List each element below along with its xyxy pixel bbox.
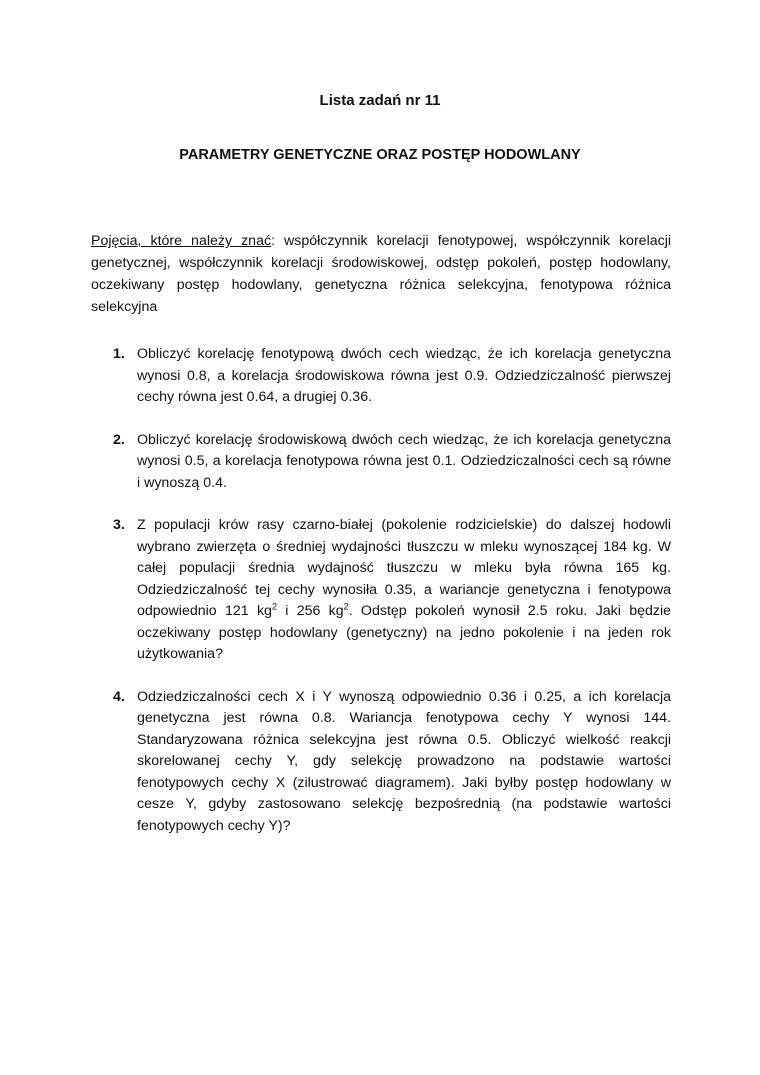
task-list [91,344,671,858]
concepts-label: Pojęcia, które należy znać [91,233,272,250]
task-item-2 [91,430,671,495]
task-text-part-c: . Odstęp pokoleń wynosił 2.5 roku. Jaki będzie oczekiwany postęp hodowlany (genetyczny) na jedno pokolenie i na jeden rok użytkowania? [137,603,671,662]
concepts-separator: : [271,233,276,250]
task-item-1 [91,344,671,409]
task-text: Obliczyć korelację fenotypową dwóch cech wiedząc, że ich korelacja genetyczna wynosi 0.8, a korelacja środowiskowa równa jest 0.9. Odziedziczalność pierwszej cechy równa jest 0.64, a drugiej 0.36. [137,346,671,405]
task-number: 3. [113,517,125,533]
page-title: Lista zadań nr 11 [319,92,441,109]
concepts-paragraph [91,230,671,318]
task-item-3 [91,515,671,666]
task-item-4 [91,687,671,838]
task-number: 4. [113,688,125,705]
task-text-part-a: Z populacji krów rasy czarno-białej (pokolenie rodzicielskie) do dalszej hodowli wybrano zwierzęta o średniej wydajności tłuszczu w mleku wynoszącej 184 kg. W całej populacji średnia wydajność tłuszczu w mleku była równa 165 kg. Odziedziczalność tej cechy wynosiła 0.35, a wariancje genetyczna i fenotypowa odpowiednio 121 kg [137,517,671,619]
concepts-text: współczynnik korelacji fenotypowej, współczynnik korelacji genetycznej, współczynnik korelacji środowiskowej, odstęp pokoleń, postęp hodowlany, oczekiwany postęp hodowlany, genetyczna różnica selekcyjna, fenotypowa różnica selekcyjna [91,233,672,316]
task-text: Obliczyć korelację środowiskową dwóch cech wiedząc, że ich korelacja genetyczna wynosi 0.5, a korelacja fenotypowa równa jest 0.1. Odziedziczalności cech są równe i wynoszą 0.4. [137,431,671,491]
page-subtitle: PARAMETRY GENETYCZNE ORAZ POSTĘP HODOWLANY [179,147,581,163]
task-number: 1. [113,346,125,362]
task-text-part-b: i 256 kg [276,603,344,619]
superscript-exponent: 2 [343,601,349,612]
superscript-exponent: 2 [271,601,277,612]
task-number: 2. [113,431,125,448]
task-text: Odziedziczalności cech X i Y wynoszą odpowiednio 0.36 i 0.25, a ich korelacja genetyczna jest równa 0.8. Wariancja fenotypowa cechy Y wynosi 144. Standaryzowana różnica selekcyjna jest równa 0.5. Obliczyć wielkość reakcji skorelowanej cechy Y, gdy selekcję prowadzono na podstawie wartości fenotypowych cechy X (zilustrować diagramem). Jaki byłby postęp hodowlany w cesze Y, gdyby zastosowano selekcję bezpośrednią (na podstawie wartości fenotypowych cechy Y)? [137,688,671,834]
